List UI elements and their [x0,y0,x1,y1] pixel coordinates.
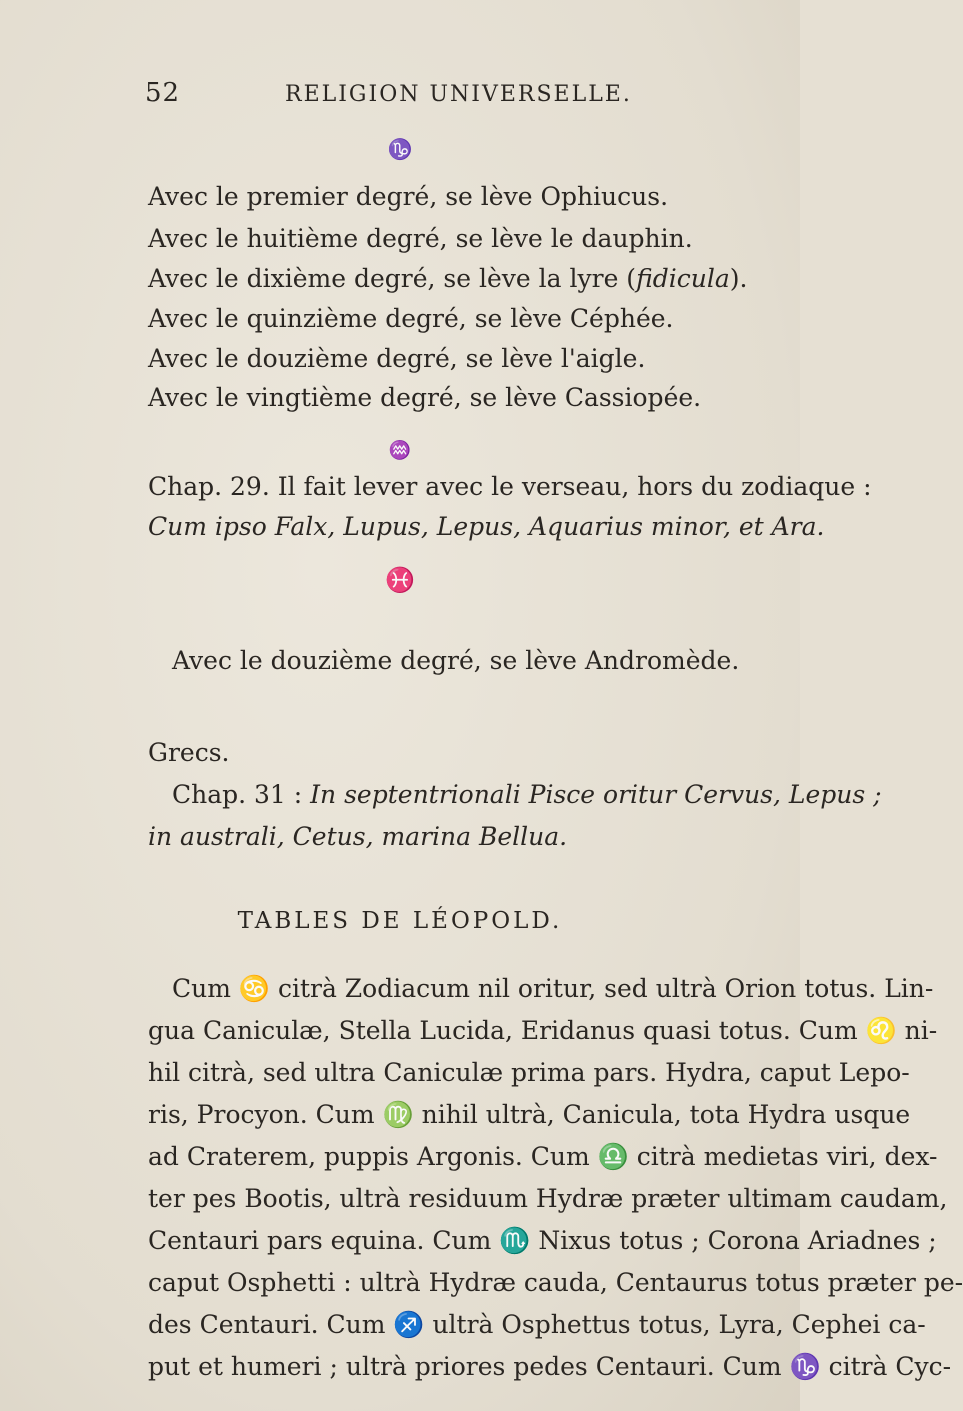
text-line: ris, Procyon. Cum ♍ nihil ultrà, Canicula, tota Hydra usque [148,1100,911,1129]
text-line: Centauri pars equina. Cum ♏ Nixus totus ; Corona Ariadnes ; [148,1226,937,1255]
text-line: ad Craterem, puppis Argonis. Cum ♎ citrà medietas viri, dex- [148,1142,938,1171]
text-line: Avec le douzième degré, se lève Andromède. [172,646,740,675]
text-line: Avec le douzième degré, se lève l'aigle. [148,344,646,373]
text-line: hil citrà, sed ultra Caniculæ prima pars. Hydra, caput Lepo- [148,1058,910,1087]
chapter-29-line: Chap. 29. Il fait lever avec le verseau, hors du zodiaque : [148,472,872,501]
text-line: Avec le quinzième degré, se lève Céphée. [148,304,674,333]
chapter-29-latin: Cum ipso Falx, Lupus, Lepus, Aquarius minor, et Ara. [148,512,825,541]
chapter-31-latin: in australi, Cetus, marina Bellua. [148,822,568,851]
capricorn-sign-icon: ♑ [387,137,413,161]
text-line: put et humeri ; ultrà priores pedes Centauri. Cum ♑ citrà Cyc- [148,1352,952,1381]
page-header [145,78,745,114]
page-number: 52 [145,78,181,108]
text-line: Grecs. [148,738,230,767]
text-line: gua Caniculæ, Stella Lucida, Eridanus quasi totus. Cum ♌ ni- [148,1016,938,1045]
text-line: Avec le huitième degré, se lève le dauphin. [148,224,693,253]
running-title: RELIGION UNIVERSELLE. [285,82,632,107]
section-heading: TABLES DE LÉOPOLD. [237,908,563,934]
text-line: Avec le premier degré, se lève Ophiucus. [148,182,669,211]
pisces-sign-icon: ♓ [385,566,415,594]
text-line: Avec le vingtième degré, se lève Cassiopée. [148,383,702,412]
chapter-31-line: Chap. 31 : In septentrionali Pisce oritur Cervus, Lepus ; [172,780,882,809]
aquarius-sign-icon: ♒ [388,440,412,461]
text-line: caput Osphetti : ultrà Hydræ cauda, Centaurus totus præter pe- [148,1268,963,1297]
text-line: Cum ♋ citrà Zodiacum nil oritur, sed ultrà Orion totus. Lin- [172,974,934,1003]
text-line: des Centauri. Cum ♐ ultrà Osphettus totus, Lyra, Cephei ca- [148,1310,926,1339]
text-line: ter pes Bootis, ultrà residuum Hydræ præter ultimam caudam, [148,1184,948,1213]
text-line: Avec le dixième degré, se lève la lyre (fidicula). [148,264,748,293]
